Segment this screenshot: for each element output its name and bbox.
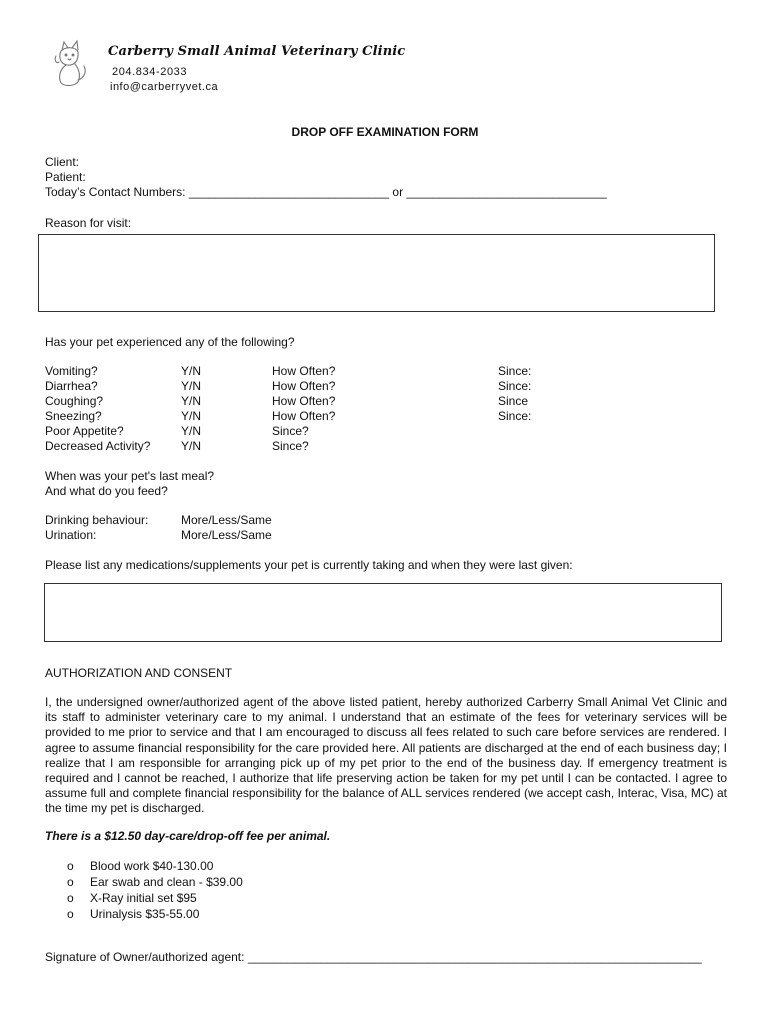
symptom-since: Since [498,394,529,408]
reason-label: Reason for visit: [45,216,132,230]
signature-label: Signature of Owner/authorized agent: [45,950,245,964]
fee-notice: There is a $12.50 day-care/drop-off fee per animal. [45,829,331,843]
symptom-yn[interactable]: Y/N [181,364,202,378]
symptom-name: Poor Appetite? [45,424,124,438]
symptom-frequency: How Often? [272,379,336,393]
contact-or: or [392,185,404,199]
symptom-frequency: Since? [272,424,309,438]
signature-line[interactable]: ____________________________________________________________________ [247,950,702,964]
client-label: Client: [45,155,80,169]
service-item: X-Ray initial set $95 [90,891,197,905]
form-title: DROP OFF EXAMINATION FORM [291,125,479,139]
symptom-frequency: How Often? [272,409,336,423]
drinking-options[interactable]: More/Less/Same [181,513,272,527]
symptom-name: Decreased Activity? [45,439,151,453]
symptom-yn[interactable]: Y/N [181,379,202,393]
symptom-name: Vomiting? [45,364,98,378]
symptom-yn[interactable]: Y/N [181,409,202,423]
clinic-email: info@carberryvet.ca [110,81,219,93]
symptom-yn[interactable]: Y/N [181,394,202,408]
symptom-name: Coughing? [45,394,104,408]
signature-row [45,950,725,965]
contact-numbers-row [45,185,607,200]
contact-line-1[interactable]: ______________________________ [188,185,390,199]
symptom-frequency: How Often? [272,364,336,378]
symptom-name: Diarrhea? [45,379,98,393]
reason-box[interactable] [38,234,715,312]
symptom-since: Since: [498,364,532,378]
urination-label: Urination: [45,528,97,542]
symptom-since: Since: [498,379,532,393]
drinking-label: Drinking behaviour: [45,513,149,527]
bullet-marker: o [67,891,74,905]
symptoms-question: Has your pet experienced any of the following? [45,335,295,349]
last-meal-question: When was your pet's last meal? [45,469,215,483]
authorization-heading: AUTHORIZATION AND CONSENT [45,666,233,680]
service-item: Blood work $40-130.00 [90,859,214,873]
bullet-marker: o [67,875,74,889]
bullet-marker: o [67,859,74,873]
contact-line-2[interactable]: ______________________________ [406,185,607,199]
symptom-name: Sneezing? [45,409,102,423]
urination-options[interactable]: More/Less/Same [181,528,272,542]
service-item: Ear swab and clean - $39.00 [90,875,243,889]
service-item: Urinalysis $35-55.00 [90,907,200,921]
clinic-name: Carberry Small Animal Veterinary Clinic [108,44,406,59]
cat-logo-icon [48,38,92,88]
symptom-yn[interactable]: Y/N [181,424,202,438]
symptom-frequency: Since? [272,439,309,453]
symptom-frequency: How Often? [272,394,336,408]
medications-prompt: Please list any medications/supplements your pet is currently taking and when they were last given: [45,558,573,572]
consent-paragraph: I, the undersigned owner/authorized agent of the above listed patient, hereby authorized Carberry Small Animal Vet Clinic and its staff to administer veterinary care to my animal. I understand that an estimate of the fees for veterinary services will be provided to me prior to service and that I am encouraged to discuss all fees related to such care before services are rendered. I agree to assume financial responsibility for the care provided here. All patients are discharged at the end of each business day; I realize that I am responsible for arranging pick up of my pet prior to the end of the business day. If emergency treatment is required and I cannot be reached, I authorize that life preserving action be taken for my pet until I can be contacted. I agree to assume full and complete financial responsibility for the balance of ALL services rendered (we accept cash, Interac, Visa, MC) at the time my pet is discharged. [45,695,727,816]
patient-label: Patient: [45,170,86,184]
symptom-since: Since: [498,409,532,423]
bullet-marker: o [67,907,74,921]
contact-label: Today’s Contact Numbers: [45,185,186,199]
symptom-yn[interactable]: Y/N [181,439,202,453]
medications-box[interactable] [44,583,722,642]
clinic-phone: 204.834-2033 [112,66,188,78]
feed-question: And what do you feed? [45,484,168,498]
